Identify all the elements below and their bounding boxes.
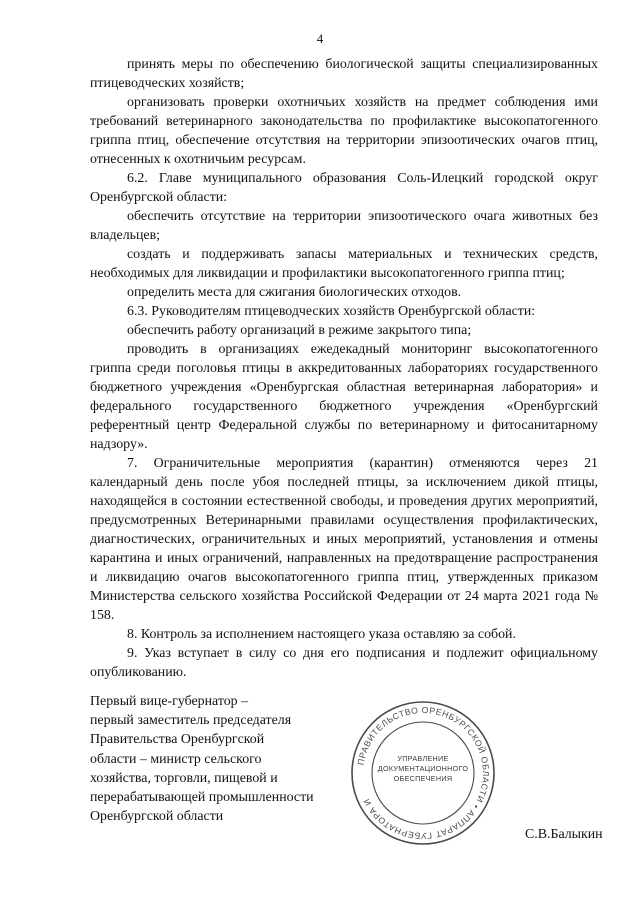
signatory-position: [90, 692, 360, 826]
stamp-ring-text: ПРАВИТЕЛЬСТВО ОРЕНБУРГСКОЙ ОБЛАСТИ • АППАРАТ ГУБЕРНАТОРА И: [355, 704, 492, 842]
paragraph: 6.2. Главе муниципального образования Соль-Илецкий городской округ Оренбургской области:: [90, 171, 598, 205]
signatory-position-line: Правительства Оренбургской: [90, 732, 265, 748]
paragraph: организовать проверки охотничьих хозяйств на предмет соблюдения ими требований ветеринарного законодательства по профилактике высокопатогенного гриппа птиц, обеспечение отсутствия на территории эпизоотических очагов птиц, отнесенных к охотничьим ресурсам.: [90, 95, 598, 167]
page-number: 4: [316, 31, 324, 46]
paragraph: проводить в организациях ежедекадный мониторинг высокопатогенного гриппа среди поголовья птицы в аккредитованных лабораториях государственного бюджетного учреждения «Оренбургская областная ветеринарная лаборатория» и федерального государственного бюджетного учреждения «Оренбургский референтный центр Федеральной службы по ветеринарному и фитосанитарному надзору».: [90, 342, 598, 452]
signatory-position-line: Оренбургской области: [90, 809, 224, 825]
paragraph: 8. Контроль за исполнением настоящего указа оставляю за собой.: [127, 627, 516, 642]
signatory-position-line: хозяйства, торговли, пищевой и: [90, 770, 278, 786]
signatory-name: С.В.Балыкин: [525, 827, 603, 842]
signatory-position-line: первый заместитель председателя: [90, 713, 292, 729]
paragraph: принять меры по обеспечению биологической защиты специализированных птицеводческих хозяйств;: [90, 57, 598, 91]
official-stamp: [350, 700, 496, 846]
paragraph: обеспечить работу организаций в режиме закрытого типа;: [127, 323, 472, 338]
stamp-center-line: ОБЕСПЕЧЕНИЯ: [393, 774, 453, 783]
stamp-center-line: ДОКУМЕНТАЦИОННОГО: [377, 764, 469, 773]
stamp-center-text: [368, 754, 478, 784]
paragraph: 6.3. Руководителям птицеводческих хозяйств Оренбургской области:: [127, 304, 536, 319]
paragraph: создать и поддерживать запасы материальных и технических средств, необходимых для ликвидации и профилактики высокопатогенного гриппа птиц;: [90, 247, 598, 281]
paragraph: определить места для сжигания биологических отходов.: [127, 285, 462, 300]
signatory-position-line: перерабатывающей промышленности: [90, 790, 314, 806]
signatory-position-line: области – министр сельского: [90, 751, 262, 767]
paragraph: обеспечить отсутствие на территории эпизоотического очага животных без владельцев;: [90, 209, 598, 243]
paragraph: 7. Ограничительные мероприятия (карантин) отменяются через 21 календарный день после убоя последней птицы, за исключением дикой птицы, находящейся в состоянии естественной свободы, и проведения других мероприятий, предусмотренных Ветеринарными правилами осуществления профилактических, диагностических, ограничительных и иных мероприятий, установления и отмены карантина и иных ограничений, направленных на предотвращение распространения и ликвидацию очагов высокопатогенного гриппа птиц, утвержденных приказом Министерства сельского хозяйства Российской Федерации от 24 марта 2021 года № 158.: [90, 456, 598, 623]
document-body: [90, 55, 598, 682]
paragraph: 9. Указ вступает в силу со дня его подписания и подлежит официальному опубликованию.: [90, 646, 598, 680]
stamp-center-line: УПРАВЛЕНИЕ: [397, 754, 449, 763]
signatory-position-line: Первый вице-губернатор –: [90, 694, 249, 709]
